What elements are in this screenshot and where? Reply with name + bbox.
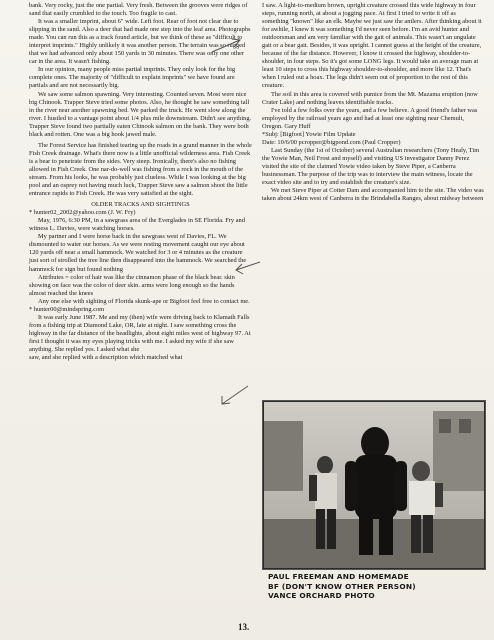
photo-caption (268, 572, 488, 601)
paragraph: In our opinion, many people miss partial imprints. They only look for the big complete ones. The majority of "difficult to explain imprints" we have found are partials and are not necessarily big. (29, 66, 236, 90)
caption-line: VANCE ORCHARD PHOTO (268, 591, 375, 601)
paragraph: It was early June 1987. Me and my (then) wife were driving back to Klamath Falls from a fishing trip at Diamond Lake, OR, late at night. I saw something cross the highway in the far distance of the headlights, about eight miles west of highway 97. At first I thought it was my eyes playing tricks with me. I asked my wife if she saw anything. She replied yes. I asked what she (29, 313, 251, 353)
email-subject-line: *Subj: [Bigfoot] Yowie Film Update (262, 130, 356, 138)
paragraph: We met Steve Piper at Cotter Dam and accompanied him to the site. The video was taken about 24km west of Canberra in the Brindabella Ranges, about midway between (262, 187, 484, 203)
paragraph: bank. Very rocky, just the one partial. Very fresh. Between the grooves were ridges of sand that easily crumbled to the touch. Too fragile to cast. (29, 2, 248, 18)
paragraph: Attributes = color of hair was like the cinnamon phase of the black bear. skin showing on face was the color of deer skin. arms were long enough so the hands almost reached the knees (29, 273, 235, 297)
right-column (262, 2, 484, 203)
paragraph: It was a smaller imprint, about 6" wide. Left foot. Rear of foot not clear due to slipping in the sand. Also a deer that had made one step into the leaf area. Photographs made. You can run this as a track found article, but we think of these as "difficult to interpret imprints." Highly unlikely it was another person. The terrain was so rugged that we had advanced only about 150 yards in 30 minutes. There was only one other car in the area. It wasn't fishing. (29, 18, 251, 66)
section-title: OLDER TRACKS AND SIGHTINGS (91, 201, 190, 209)
paragraph: I saw. A light-to-medium brown, upright creature crossed this wide highway in four steps, running north, at about a jogging pace. At first I tried to write it off as something "known" like an elk. Maybe we just saw the antlers. After thinking about it for awhile, I knew it was something I'd never seen before. I'm an avid hunter and outdoorsman and am very familiar with the gait of animals. This wasn't an ungulate gait or a bear gait. Besides, it was upright. I cannot guess at the height of the creature, because of the far distance. However, I know it crossed the highway, shoulder-to-shoulder, in four steps. So it's got some LONG legs. It would take an average man at least 10 steps to cross this highway shoulder-to-shoulder, and more like 12. That's when I ruled out a hoax. The legs didn't seem out of proportion to the rest of this creature. (262, 2, 482, 90)
page-number: 13. (238, 622, 250, 632)
caption-line: BF (DON'T KNOW OTHER PERSON) (268, 581, 416, 591)
paragraph: The soil in this area is covered with pumice from the Mt. Mazama eruption (now Crater Lake) and nothing leaves identifiable tracks. (262, 90, 478, 106)
paragraph: May, 1976, 6:30 PM, in a sawgrass area of the Everglades in SE Florida. Fry and witness L. Davies, were watching horses. (29, 217, 245, 233)
email-date-line: Date: 10/6/00 pcropper@bigpond.com (Paul Cropper) (262, 138, 401, 146)
handdrawn-arrow-icon (210, 36, 246, 56)
paragraph: I've told a few folks over the years, and a few believe. A good friend's father was employed by the railroad years ago and had at least one sighting near Chemult, Oregon. Gary Huff (262, 106, 478, 130)
paragraph: The Forest Service has finished tearing up the roads in a grand manner in the whole Fish Creek drainage. What's there now is a little unofficial wilderness area. Fish Creek is a bear to penetrate from the sides. Very steep. Ironically, there's also no fishing allowed in Fish Creek. One nar-do-well was fishing from a rock in the mouth of the stream. From his looks, he was probably just clueless. While I was looking at the big pool and an osprey not having much luck, Trapper Steve saw a salmon shoot the little entrance rapids to Fish Creek. He was very satisfied at the sight. (29, 141, 252, 198)
email-header: * hunter00@mindspring.com (29, 305, 105, 313)
paragraph: We saw some salmon spawning. Very interesting. Counted seven. Most were nice big Chinook. Trapper Steve tried some photos. Also, he thought he saw something tall in the river near another spawning bed. We parked the truck. He went slow along the river. I hustled to a vantage point about 1/4 plus mile downstream. Didn't see anything. Trapper Steve found two partially eaten Chinook salmon on the bank. They were both black and rotten. One was a big hook jawed male. (29, 90, 252, 138)
left-column (29, 2, 252, 362)
photo-illustration (263, 401, 485, 569)
paragraph: My partner and I were horse back in the sawgrass west of Davies, FL. We dismounted to water our horses. As we were resting movement caught our eye about 120 yards off near a small hammock. We watched for 3 or 4 minutes as the creature just sort of strolled the tree line then disappeared into the hammock. We searched the hammock for sign but found nothing (29, 233, 247, 273)
paragraph: Any one else with sighting of Florida skunk-ape or Bigfoot feel free to contact me. (38, 297, 250, 305)
paragraph: saw, and she replied with a description which matched what (29, 354, 183, 362)
caption-line: PAUL FREEMAN AND HOMEMADE (268, 572, 409, 581)
black-and-white-photo (262, 400, 486, 570)
handdrawn-arrow-icon (232, 258, 262, 278)
email-header: * hunter02_2002@yahoo.com (J. W. Fry) (29, 209, 136, 217)
paragraph: Last Sunday (the 1st of October) several Australian researchers (Tony Healy, Tim the Yowie Man, Neil Frost and myself) and visiting US investigator Danny Perez visited the site of the claimed Yowie video taken by Steve Piper, a Canberra businessman. The purpose of the trip was to interview the main witness, locate the exact video site and to try and establish the creature's size. (262, 146, 480, 187)
handdrawn-arrow-icon (216, 384, 252, 408)
